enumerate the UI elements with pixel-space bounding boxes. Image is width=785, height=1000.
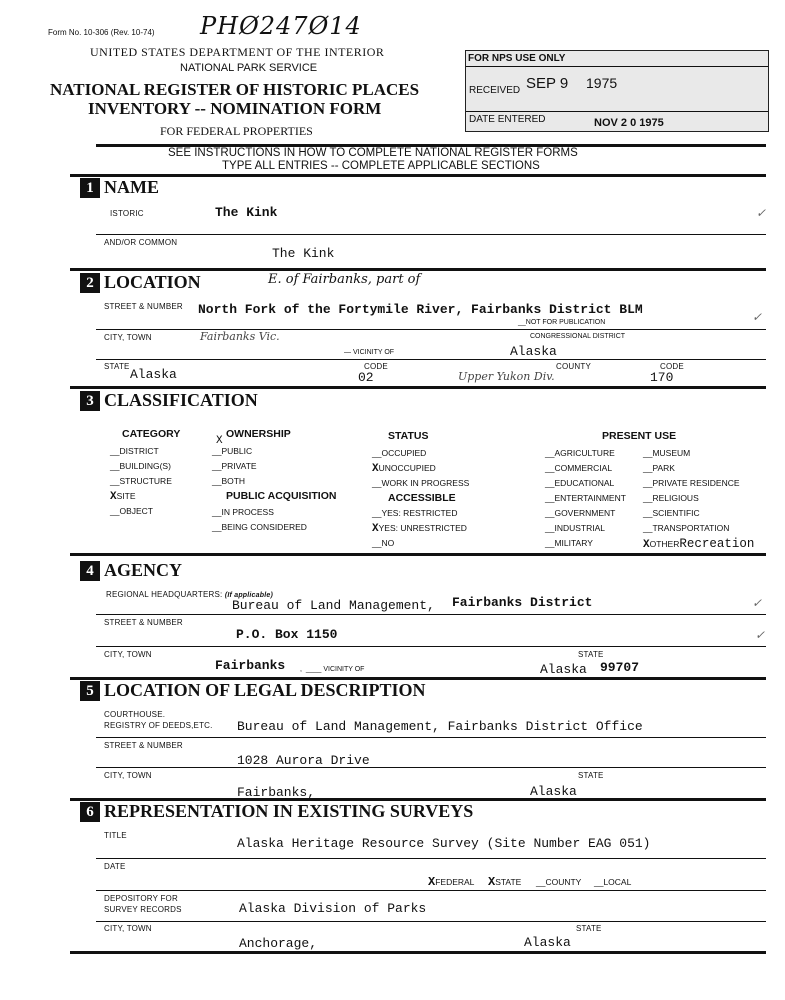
code2-value: 170 bbox=[650, 370, 674, 385]
survey-county: __COUNTY bbox=[536, 877, 582, 887]
legal-street-value: 1028 Aurora Drive bbox=[237, 753, 370, 768]
instructions-line2: TYPE ALL ENTRIES -- COMPLETE APPLICABLE SECTIONS bbox=[222, 160, 540, 172]
section-6-number: 6 bbox=[80, 802, 100, 822]
vicinity-label: — VICINITY OF bbox=[344, 349, 395, 356]
department-name: UNITED STATES DEPARTMENT OF THE INTERIOR bbox=[90, 45, 385, 59]
location-handwritten-note: E. of Fairbanks, part of bbox=[268, 272, 421, 287]
common-label: AND/OR COMMON bbox=[104, 238, 178, 247]
survey-title-value: Alaska Heritage Resource Survey (Site Number EAG 051) bbox=[237, 836, 651, 851]
received-label: RECEIVED bbox=[469, 85, 521, 96]
regional-hq-label: REGIONAL HEADQUARTERS: (If applicable) bbox=[106, 590, 273, 599]
nps-use-box bbox=[465, 50, 769, 132]
legal-street-label: STREET & NUMBER bbox=[104, 741, 183, 750]
use-religious: __RELIGIOUS bbox=[643, 493, 699, 503]
status-occupied: __OCCUPIED bbox=[372, 448, 427, 458]
survey-federal: XFEDERAL bbox=[428, 875, 475, 889]
survey-city-label: CITY, TOWN bbox=[104, 924, 152, 933]
received-year: 1975 bbox=[586, 75, 618, 91]
legal-city-label: CITY, TOWN bbox=[104, 771, 152, 780]
use-transportation: __TRANSPORTATION bbox=[643, 523, 730, 533]
code-value: 02 bbox=[358, 370, 374, 385]
ownership-public: __PUBLIC bbox=[212, 446, 253, 456]
regional-hq-value: Bureau of Land Management, bbox=[232, 598, 435, 613]
survey-title-label: TITLE bbox=[104, 831, 127, 840]
common-value: The Kink bbox=[272, 246, 335, 261]
category-site: XSITE bbox=[110, 491, 136, 503]
section-2-number: 2 bbox=[80, 273, 100, 293]
state-value: Alaska bbox=[130, 367, 177, 382]
congressional-district-value: Alaska bbox=[510, 344, 557, 359]
ownership-heading: OWNERSHIP bbox=[226, 428, 291, 440]
state-label: STATE bbox=[104, 362, 130, 371]
margin-check-icon: ✓ bbox=[752, 596, 763, 610]
agency-zip-value: 99707 bbox=[600, 660, 640, 675]
margin-check-icon: ✓ bbox=[756, 206, 767, 220]
use-scientific: __SCIENTIFIC bbox=[643, 508, 700, 518]
survey-state: XSTATE bbox=[488, 875, 522, 889]
status-heading: STATUS bbox=[388, 430, 429, 442]
section-6-title: REPRESENTATION IN EXISTING SURVEYS bbox=[104, 801, 474, 821]
courthouse-value: Bureau of Land Management, Fairbanks District Office bbox=[237, 719, 643, 734]
acquisition-in-process: __IN PROCESS bbox=[212, 507, 274, 517]
depository-value: Alaska Division of Parks bbox=[239, 901, 427, 916]
survey-date-label: DATE bbox=[104, 862, 126, 871]
received-stamp: SEP 9 bbox=[526, 75, 569, 92]
depository-label1: DEPOSITORY FOR bbox=[104, 894, 178, 903]
survey-state-value: Alaska bbox=[524, 935, 571, 950]
accessible-no: __NO bbox=[372, 538, 395, 548]
section-3-number: 3 bbox=[80, 391, 100, 411]
code2-label: CODE bbox=[660, 362, 684, 371]
not-for-publication: __NOT FOR PUBLICATION bbox=[518, 319, 606, 326]
use-agriculture: __AGRICULTURE bbox=[545, 448, 615, 458]
legal-state-value: Alaska bbox=[530, 784, 577, 799]
category-heading: CATEGORY bbox=[122, 428, 181, 440]
category-object: __OBJECT bbox=[110, 506, 153, 516]
use-private-residence: __PRIVATE RESIDENCE bbox=[643, 478, 740, 488]
use-industrial: __INDUSTRIAL bbox=[545, 523, 605, 533]
date-entered-label: DATE ENTERED bbox=[469, 114, 546, 125]
agency-street-value: P.O. Box 1150 bbox=[236, 627, 338, 642]
city-handwritten: Fairbanks Vic. bbox=[200, 330, 280, 343]
courthouse-label: COURTHOUSE. bbox=[104, 710, 166, 719]
status-unoccupied: XUNOCCUPIED bbox=[372, 463, 436, 475]
use-entertainment: __ENTERTAINMENT bbox=[545, 493, 626, 503]
form-title-line2: INVENTORY -- NOMINATION FORM bbox=[88, 99, 382, 118]
section-5-title: LOCATION OF LEGAL DESCRIPTION bbox=[104, 680, 426, 700]
category-structure: __STRUCTURE bbox=[110, 476, 172, 486]
agency-state-value: Alaska bbox=[540, 662, 587, 677]
agency-city-value: Fairbanks bbox=[215, 658, 286, 673]
handwritten-id: PHØ247Ø14 bbox=[200, 12, 362, 40]
present-use-heading: PRESENT USE bbox=[602, 430, 677, 442]
historic-value: The Kink bbox=[215, 205, 278, 220]
county-handwritten: Upper Yukon Div. bbox=[458, 370, 555, 383]
regional-hq-value2: Fairbanks District bbox=[452, 595, 593, 610]
use-government: __GOVERNMENT bbox=[545, 508, 616, 518]
section-1-title: NAME bbox=[104, 177, 159, 197]
category-buildings: __BUILDING(S) bbox=[110, 461, 171, 471]
survey-city-value: Anchorage, bbox=[239, 936, 318, 951]
legal-city-value: Fairbanks, bbox=[237, 785, 316, 800]
section-3-title: CLASSIFICATION bbox=[104, 390, 258, 410]
use-other: XOTHERRecreation bbox=[643, 537, 755, 551]
registry-label: REGISTRY OF DEEDS,ETC. bbox=[104, 721, 213, 730]
use-military: __MILITARY bbox=[545, 538, 593, 548]
nps-use-label: FOR NPS USE ONLY bbox=[468, 53, 566, 64]
form-subtitle: FOR FEDERAL PROPERTIES bbox=[160, 124, 313, 138]
accessible-restricted: __YES: RESTRICTED bbox=[372, 508, 458, 518]
legal-state-label: STATE bbox=[578, 771, 604, 780]
acquisition-being-considered: __BEING CONSIDERED bbox=[212, 522, 307, 532]
agency-street-label: STREET & NUMBER bbox=[104, 618, 183, 627]
margin-check-icon: ✓ bbox=[752, 310, 763, 324]
city-town-label: CITY, TOWN bbox=[104, 333, 152, 342]
section-1-number: 1 bbox=[80, 178, 100, 198]
ownership-public-mark: X bbox=[216, 435, 223, 447]
section-4-title: AGENCY bbox=[104, 560, 183, 580]
service-name: NATIONAL PARK SERVICE bbox=[180, 62, 318, 74]
section-4-number: 4 bbox=[80, 561, 100, 581]
date-entered-stamp: NOV 2 0 1975 bbox=[594, 117, 664, 129]
status-work-in-progress: __WORK IN PROGRESS bbox=[372, 478, 470, 488]
agency-state-label: STATE bbox=[578, 650, 604, 659]
agency-city-label: CITY, TOWN bbox=[104, 650, 152, 659]
accessible-unrestricted: XYES: UNRESTRICTED bbox=[372, 523, 467, 535]
depository-label2: SURVEY RECORDS bbox=[104, 905, 182, 914]
accessible-heading: ACCESSIBLE bbox=[388, 492, 456, 504]
agency-vicinity-label: , ____ VICINITY OF bbox=[300, 666, 365, 673]
ownership-private: __PRIVATE bbox=[212, 461, 257, 471]
section-2-title: LOCATION bbox=[104, 272, 201, 292]
margin-check-icon: ✓ bbox=[755, 628, 766, 642]
use-museum: __MUSEUM bbox=[643, 448, 691, 458]
street-number-label: STREET & NUMBER bbox=[104, 302, 183, 311]
ownership-both: __BOTH bbox=[212, 476, 246, 486]
form-number: Form No. 10-306 (Rev. 10-74) bbox=[48, 28, 155, 37]
form-title-line1: NATIONAL REGISTER OF HISTORIC PLACES bbox=[50, 80, 420, 99]
use-commercial: __COMMERCIAL bbox=[545, 463, 613, 473]
acquisition-heading: PUBLIC ACQUISITION bbox=[226, 490, 337, 502]
instructions-line1: SEE INSTRUCTIONS IN HOW TO COMPLETE NATIONAL REGISTER FORMS bbox=[168, 147, 578, 159]
street-number-value: North Fork of the Fortymile River, Fairbanks District BLM bbox=[198, 302, 643, 317]
use-other-value: Recreation bbox=[679, 537, 755, 551]
congressional-district-label: CONGRESSIONAL DISTRICT bbox=[530, 333, 626, 340]
historic-label: ISTORIC bbox=[110, 209, 144, 218]
category-district: __DISTRICT bbox=[110, 446, 159, 456]
section-5-number: 5 bbox=[80, 681, 100, 701]
survey-local: __LOCAL bbox=[594, 877, 632, 887]
use-educational: __EDUCATIONAL bbox=[545, 478, 615, 488]
county-label: COUNTY bbox=[556, 362, 591, 371]
code-label: CODE bbox=[364, 362, 388, 371]
use-park: __PARK bbox=[643, 463, 675, 473]
survey-state-label: STATE bbox=[576, 924, 602, 933]
